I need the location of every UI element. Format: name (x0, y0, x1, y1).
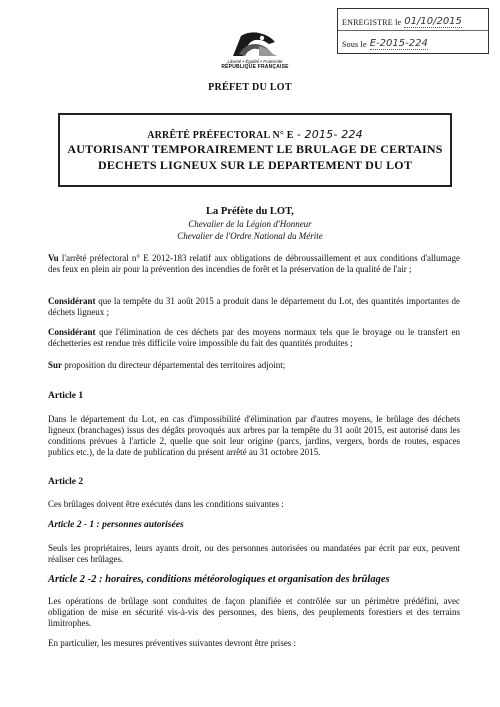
paragraph-considerant-2-lead: Considérant (48, 327, 96, 337)
signer-name: La Préfète du LOT, (206, 206, 294, 217)
article-1-heading: Article 1 (48, 391, 84, 401)
decree-title-box (58, 113, 452, 187)
stamp-under-value: E-2015-224 (369, 38, 428, 49)
decree-title-line3: DECHETS LIGNEUX SUR LE DEPARTEMENT DU LOT (97, 157, 413, 172)
article-2-1-heading: Article 2 - 1 : personnes autorisées (48, 520, 184, 530)
signer-block (0, 206, 500, 242)
article-2-intro: Ces brûlages doivent être exécutés dans les conditions suivantes : (48, 499, 284, 509)
article-2-2-heading: Article 2 -2 : horaires, conditions météorologiques et organisation des brûlages (48, 574, 390, 585)
paragraph-sur-proposition (48, 360, 460, 371)
paragraph-considerant-2 (48, 327, 460, 349)
signer-quality-2: Chevalier de l'Ordre National du Mérite (177, 231, 323, 241)
paragraph-considerant-1-text: que la tempête du 31 août 2015 a produit dans le département du Lot, des quantités importantes de déchets ligneux ; (48, 296, 460, 317)
marianne-logo-icon (229, 30, 281, 58)
stamp-registered-row (338, 9, 488, 30)
republic-motto: Liberté • Égalité • Fraternité (227, 59, 283, 64)
stamp-registered-value: 01/10/2015 (404, 16, 462, 27)
marianne-logo (214, 30, 296, 70)
paragraph-vu (48, 253, 460, 275)
article-2-2-text: Les opérations de brûlage sont conduites de façon planifiée et contrôlée sur un périmètre prédéfini, avec obligation de mise en sécurité vis-à-vis des personnes, des biens, des peuplements forestiers et des terrains limitrophes. (48, 596, 460, 628)
republic-name: RÉPUBLIQUE FRANÇAISE (221, 64, 289, 70)
stamp-under-label: Sous le (342, 40, 367, 49)
stamp-under-row (338, 30, 488, 52)
decree-title-line2: AUTORISANT TEMPORAIREMENT LE BRULAGE DE CERTAINS (67, 141, 443, 156)
stamp-registered-label: ENREGISTRE le (342, 18, 402, 27)
paragraph-sur-lead: Sur (48, 360, 63, 370)
article-1-text: Dans le département du Lot, en cas d'impossibilité d'élimination par d'autres moyens, le brûlage des déchets ligneux (branchages) issus des dégâts provoqués aux arbres par la tempête du 31 août 2015, est autorisé dans les conditions prévues à l'article 2, quelle que soit leur origine (parcs, jardins, vergers, bords de routes, espaces publics etc.), de la date de publication du présent arrêté au 31 octobre 2015. (48, 414, 460, 457)
registration-stamp (337, 8, 489, 54)
signer-quality-1: Chevalier de la Légion d'Honneur (188, 219, 312, 229)
article-2-1-text: Seuls les propriétaires, leurs ayants droit, ou des personnes autorisées ou mandatées par écrit par eux, peuvent réaliser ces brûlages. (48, 543, 460, 564)
paragraph-vu-lead: Vu (48, 253, 59, 263)
article-2-heading: Article 2 (48, 477, 84, 487)
paragraph-considerant-1 (48, 296, 460, 318)
paragraph-considerant-1-lead: Considérant (48, 296, 96, 306)
decree-title-prefix: ARRÊTÉ PRÉFECTORAL N° E (147, 129, 294, 141)
article-2-2-last: En particulier, les mesures préventives suivantes devront être prises : (48, 638, 297, 648)
prefet-heading: PRÉFET DU LOT (208, 82, 292, 93)
paragraph-considerant-2-text: que l'élimination de ces déchets par des moyens normaux tels que le broyage ou le transfert en déchetteries est rendue très difficile voire impossible du fait des quantités produites ; (48, 327, 460, 348)
paragraph-vu-text: l'arrêté préfectoral n° E 2012-183 relatif aux obligations de débroussaillement et aux conditions d'allumage des feux en plein air pour la prévention des incendies de forêt et la préservation de la qualité de l'air ; (48, 253, 460, 274)
paragraph-sur-text: proposition du directeur départemental des territoires adjoint; (62, 360, 286, 370)
decree-number: - 2015- 224 (296, 127, 363, 141)
decree-title-line1 (60, 128, 450, 141)
